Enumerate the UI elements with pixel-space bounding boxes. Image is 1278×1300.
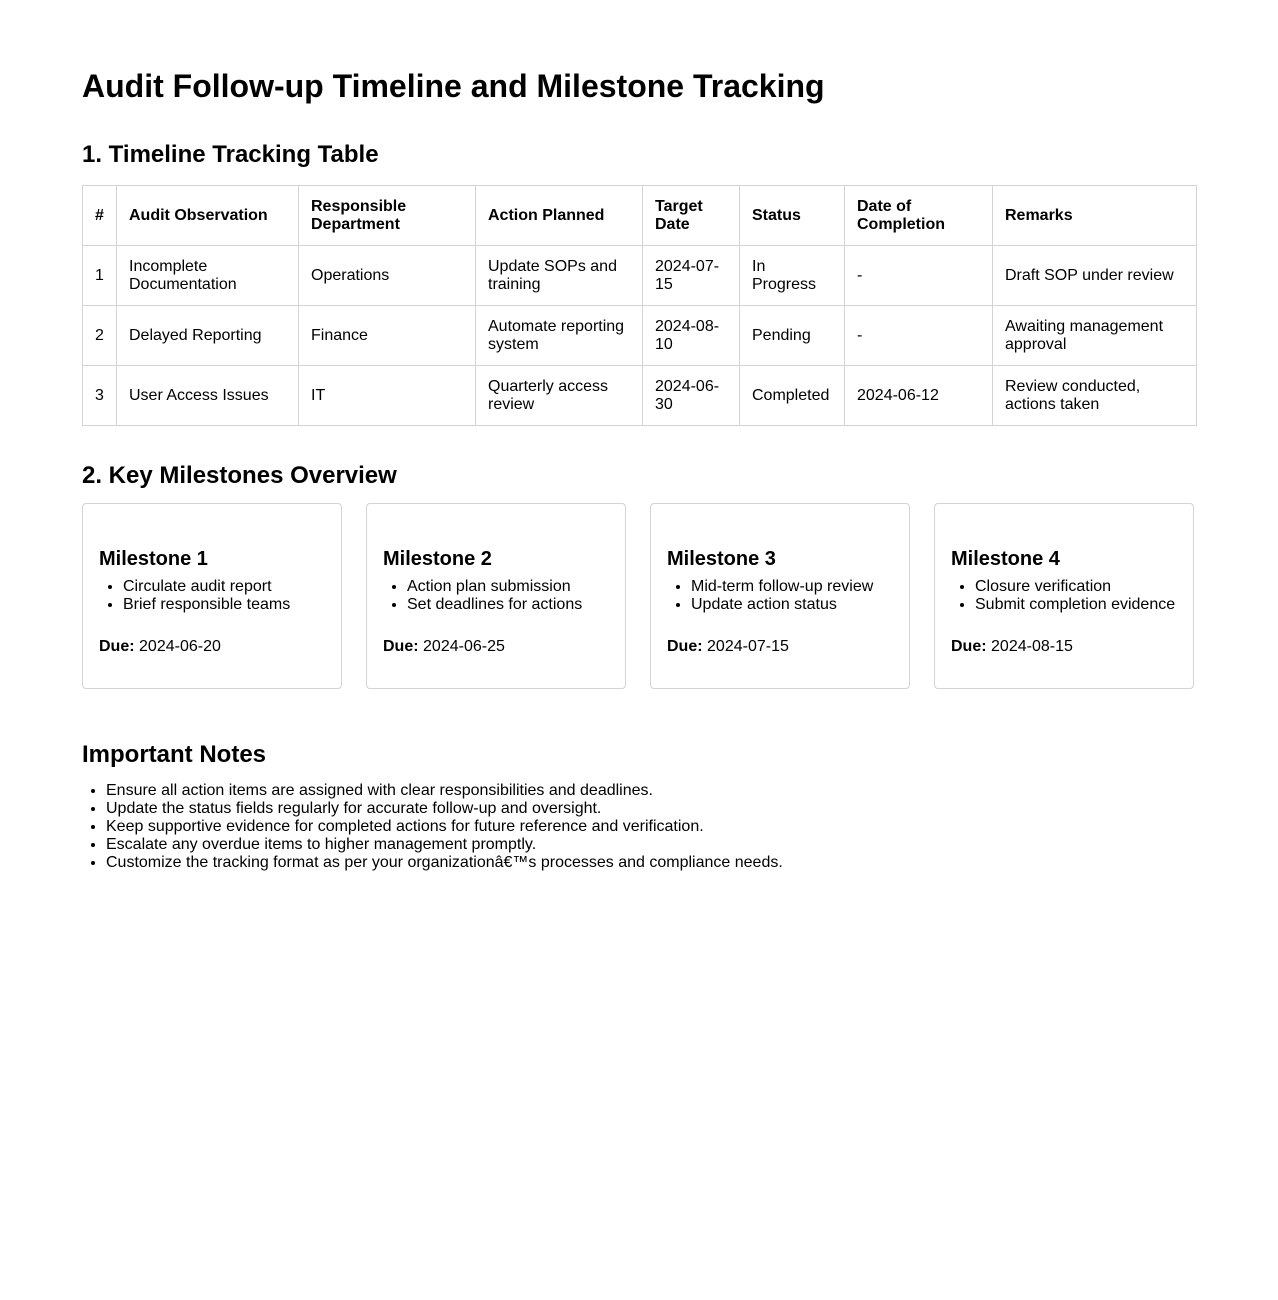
- list-item: • Escalate any overdue items to higher management promptly.: [106, 836, 1196, 854]
- due-label: Due:: [99, 638, 135, 655]
- due-date: 2024-07-15: [707, 638, 789, 655]
- cell-date-of-completion: -: [845, 246, 993, 306]
- list-item: • Circulate audit report: [123, 578, 325, 596]
- due-label: Due:: [383, 638, 419, 655]
- milestone-card: [934, 503, 1194, 689]
- cell-responsible-department: Operations: [299, 246, 476, 306]
- cell-date-of-completion: 2024-06-12: [845, 366, 993, 426]
- cell-remarks: Draft SOP under review: [993, 246, 1197, 306]
- table-row: [83, 246, 1197, 306]
- cell-remarks: Review conducted, actions taken: [993, 366, 1197, 426]
- cell-status: Completed: [740, 366, 845, 426]
- header-target-date: Target Date: [643, 186, 740, 246]
- list-item: • Keep supportive evidence for completed actions for future reference and verification.: [106, 818, 1196, 836]
- cell-audit-observation: User Access Issues: [117, 366, 299, 426]
- milestone-due: [99, 638, 325, 656]
- list-item: • Submit completion evidence: [975, 596, 1177, 614]
- milestone-title: Milestone 3: [667, 548, 776, 570]
- header-number: #: [83, 186, 117, 246]
- milestone-title: Milestone 1: [99, 548, 208, 570]
- milestone-title: Milestone 4: [951, 548, 1060, 570]
- cell-action-planned: Update SOPs and training: [476, 246, 643, 306]
- milestone-card: [366, 503, 626, 689]
- milestone-items: [99, 578, 325, 614]
- list-item: • Mid-term follow-up review: [691, 578, 893, 596]
- page-title: Audit Follow-up Timeline and Milestone Tracking: [82, 68, 825, 104]
- cell-target-date: 2024-06-30: [643, 366, 740, 426]
- milestone-title: Milestone 2: [383, 548, 492, 570]
- table-header-row: [83, 186, 1197, 246]
- header-remarks: Remarks: [993, 186, 1197, 246]
- due-date: 2024-06-20: [139, 638, 221, 655]
- cell-audit-observation: Incomplete Documentation: [117, 246, 299, 306]
- cell-number: 2: [83, 306, 117, 366]
- cell-remarks: Awaiting management approval: [993, 306, 1197, 366]
- milestone-due: [951, 638, 1177, 656]
- cell-number: 3: [83, 366, 117, 426]
- cell-target-date: 2024-07-15: [643, 246, 740, 306]
- timeline-tracking-table: [82, 185, 1197, 426]
- due-label: Due:: [951, 638, 987, 655]
- cell-action-planned: Automate reporting system: [476, 306, 643, 366]
- notes-section-title: Important Notes: [82, 741, 267, 768]
- milestone-card: [650, 503, 910, 689]
- milestones-grid: [82, 503, 1196, 689]
- header-action-planned: Action Planned: [476, 186, 643, 246]
- cell-responsible-department: IT: [299, 366, 476, 426]
- header-responsible-department: Responsible Department: [299, 186, 476, 246]
- milestone-card: [82, 503, 342, 689]
- list-item: • Set deadlines for actions: [407, 596, 609, 614]
- notes-list: [82, 782, 1196, 872]
- cell-target-date: 2024-08-10: [643, 306, 740, 366]
- cell-audit-observation: Delayed Reporting: [117, 306, 299, 366]
- due-date: 2024-06-25: [423, 638, 505, 655]
- table-row: [83, 366, 1197, 426]
- timeline-section-title: 1. Timeline Tracking Table: [82, 141, 379, 168]
- header-audit-observation: Audit Observation: [117, 186, 299, 246]
- list-item: • Update action status: [691, 596, 893, 614]
- cell-action-planned: Quarterly access review: [476, 366, 643, 426]
- list-item: • Ensure all action items are assigned with clear responsibilities and deadlines.: [106, 782, 1196, 800]
- cell-responsible-department: Finance: [299, 306, 476, 366]
- milestone-due: [383, 638, 609, 656]
- milestones-section-title: 2. Key Milestones Overview: [82, 462, 397, 489]
- milestone-due: [667, 638, 893, 656]
- due-label: Due:: [667, 638, 703, 655]
- cell-number: 1: [83, 246, 117, 306]
- milestone-items: [951, 578, 1177, 614]
- list-item: • Brief responsible teams: [123, 596, 325, 614]
- list-item: • Closure verification: [975, 578, 1177, 596]
- milestone-items: [667, 578, 893, 614]
- cell-status: In Progress: [740, 246, 845, 306]
- table-row: [83, 306, 1197, 366]
- list-item: • Action plan submission: [407, 578, 609, 596]
- header-date-of-completion: Date of Completion: [845, 186, 993, 246]
- due-date: 2024-08-15: [991, 638, 1073, 655]
- cell-status: Pending: [740, 306, 845, 366]
- header-status: Status: [740, 186, 845, 246]
- milestone-items: [383, 578, 609, 614]
- cell-date-of-completion: -: [845, 306, 993, 366]
- list-item: • Update the status fields regularly for accurate follow-up and oversight.: [106, 800, 1196, 818]
- list-item: • Customize the tracking format as per your organizationâ€™s processes and compliance needs.: [106, 854, 1196, 872]
